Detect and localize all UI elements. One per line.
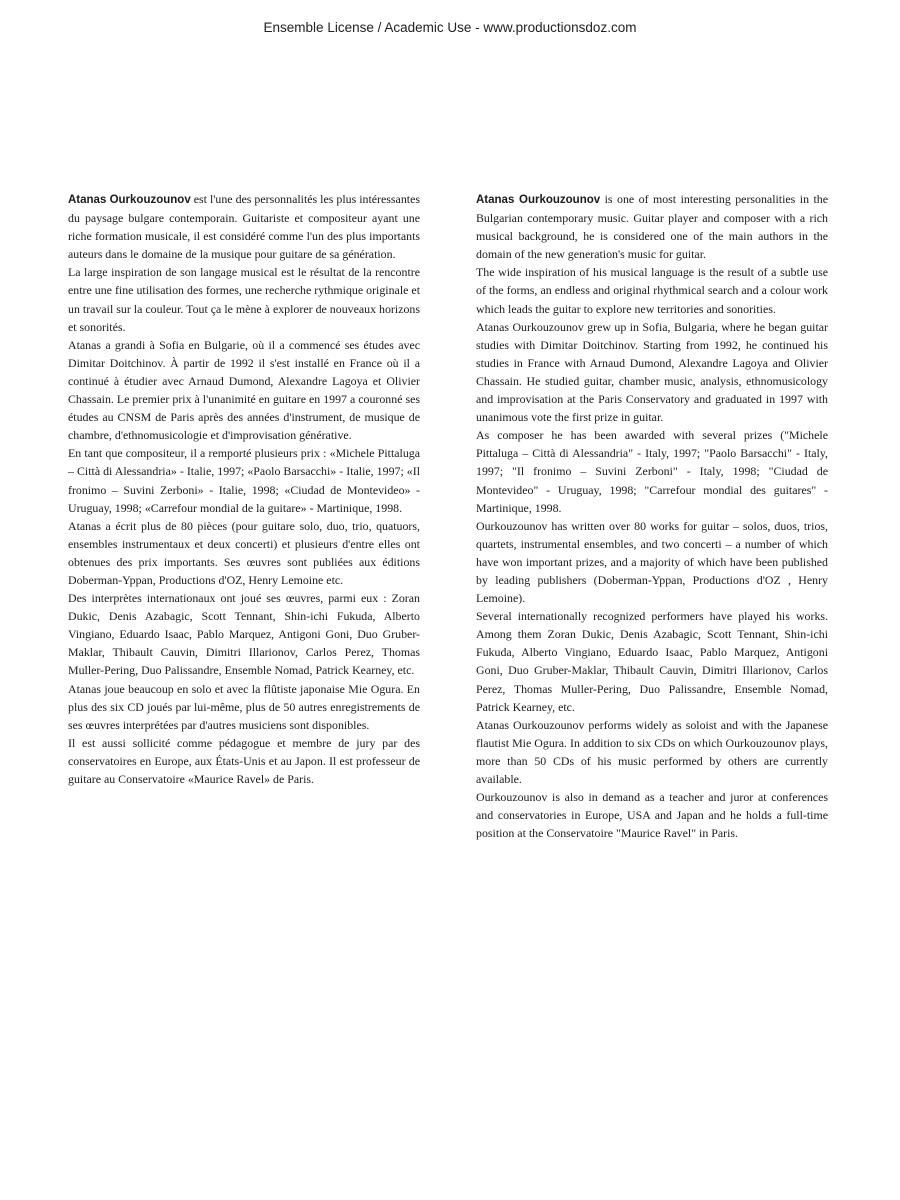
fr-paragraph-inspiration: La large inspiration de son langage musical est le résultat de la rencontre entre une fine utilisation des formes, une recherche rythmique originale et un travail sur la couleur. Tout ça le mène à explorer de nouveaux horizons et sonorités. xyxy=(68,265,420,334)
en-intro-text: is one of most interesting personalities in the Bulgarian contemporary music. Guitar player and composer with a rich musical background, he is considered one of the main authors in the domain of the new generation's music for guitar. xyxy=(476,192,828,262)
fr-paragraph-performers: Des interprètes internationaux ont joué ses œuvres, parmi eux : Zoran Dukic, Denis Azabagic, Scott Tennant, Shin-ichi Fukuda, Alberto Vingiano, Eduardo Isaac, Pablo Marquez, Antigoni Goni, Duo Gruber-Maklar, Thibault Cauvin, Dimitri Illarionov, Carlos Perez, Thomas Muller-Pering, Duo Palissandre, Ensemble Nomad, Patrick Kearney, etc. xyxy=(68,591,420,678)
fr-intro-text: est l'une des personnalités les plus intéressantes du paysage bulgare contemporain. Guitariste et compositeur ayant une riche formation musicale, il est considéré comme l'un des plus importants auteurs dans le domaine de la musique pour guitare de sa génération. xyxy=(68,192,420,262)
license-header: Ensemble License / Academic Use - www.productionsdoz.com xyxy=(263,20,637,35)
en-paragraph-prizes: As composer he has been awarded with several prizes ("Michele Pittaluga – Città di Alessandria" - Italy, 1997; "Paolo Barsacchi" - Italy, 1997; "Il fronimo – Suvini Zerboni" - Italy, 1998; "Ciudad de Montevideo" - Uruguay, 1998; "Carrefour mondial des guitares" - Martinique, 1998. xyxy=(476,428,828,515)
fr-paragraph-prizes: En tant que compositeur, il a remporté plusieurs prix : «Michele Pittaluga – Città di Alessandria» - Italie, 1997; «Paolo Barsacchi» - Italie, 1997; «Il fronimo – Suvini Zerboni» - Italie, 1998; «Ciudad de Montevideo» - Uruguay, 1998; «Carrefour mondial de la guitare» - Martinique, 1998. xyxy=(68,446,420,515)
en-paragraph-teaching: Ourkouzounov is also in demand as a teacher and juror at conferences and conservatories in Europe, USA and Japan and he holds a full-time position at the Conservatoire "Maurice Ravel" in Paris. xyxy=(476,790,828,841)
fr-paragraph-intro xyxy=(68,190,420,263)
french-biography-column xyxy=(68,190,420,788)
fr-paragraph-recordings: Atanas joue beaucoup en solo et avec la flûtiste japonaise Mie Ogura. En plus des six CD joués par lui-même, plus de 50 autres enregistrements de ses œuvres interprétées par d'autres musiciens sont disponibles. xyxy=(68,681,420,732)
en-paragraph-inspiration: The wide inspiration of his musical language is the result of a subtle use of the forms, an endless and original rhythmical search and a colour work which leads the guitar to explore new territories and sonorities. xyxy=(476,265,828,316)
en-paragraph-works: Ourkouzounov has written over 80 works for guitar – solos, duos, trios, quartets, instrumental ensembles, and two concerti – a number of which have won important prizes, and a majority of which have been published by leading publishers (Doberman-Yppan, Productions d'OZ , Henry Lemoine). xyxy=(476,518,828,606)
en-paragraph-recordings: Atanas Ourkouzounov performs widely as soloist and with the Japanese flautist Mie Ogura. In addition to six CDs on which Ourkouzounov plays, more than 50 CDs of his music performed by others are currently available. xyxy=(476,717,828,786)
en-paragraph-education: Atanas Ourkouzounov grew up in Sofia, Bulgaria, where he began guitar studies with Dimitar Doitchinov. Starting from 1992, he continued his studies in France with Arnaud Dumond, Alexandre Lagoya and Olivier Chassain. He studied guitar, chamber music, analysis, ethnomusicology and improvisation at the Paris Conservatory and graduated in 1997 with unanimous vote the first prize in guitar. xyxy=(476,319,828,425)
fr-composer-name: Atanas Ourkouzounov xyxy=(68,194,191,206)
fr-paragraph-works: Atanas a écrit plus de 80 pièces (pour guitare solo, duo, trio, quatuors, ensembles instrumentaux et deux concerti) et plusieurs d'entre elles ont obtenues des prix importants. Ses œuvres sont publiées aux éditions Doberman-Yppan, Productions d'OZ, Henry Lemoine etc. xyxy=(68,518,420,587)
fr-paragraph-teaching: Il est aussi sollicité comme pédagogue et membre de jury par des conservatoires en Europe, aux États-Unis et au Japon. Il est professeur de guitare au Conservatoire «Maurice Ravel» de Paris. xyxy=(68,735,420,786)
en-paragraph-intro xyxy=(476,190,828,263)
en-paragraph-performers: Several internationally recognized performers have played his works. Among them Zoran Dukic, Denis Azabagic, Scott Tennant, Shin-ichi Fukuda, Alberto Vingiano, Eduardo Isaac, Pablo Marquez, Antigoni Goni, Duo Gruber-Maklar, Thibault Cauvin, Dimitri Illarionov, Carlos Perez, Thomas Muller-Pering, Duo Palissandre, Ensemble Nomad, Patrick Kearney, etc. xyxy=(476,609,828,714)
en-composer-name: Atanas Ourkouzounov xyxy=(476,194,601,206)
fr-paragraph-education: Atanas a grandi à Sofia en Bulgarie, où il a commencé ses études avec Dimitar Doitchinov. À partir de 1992 il s'est installé en France où il a continué à étudier avec Arnaud Dumond, Alexandre Lagoya et Olivier Chassain. Le premier prix à l'unanimité en guitare en 1997 a couronné ses études au CNSM de Paris après des années d'instrument, de musique de chambre, d'ethnomusicologie et d'improvisation générative. xyxy=(68,337,420,443)
english-biography-column xyxy=(476,190,828,842)
